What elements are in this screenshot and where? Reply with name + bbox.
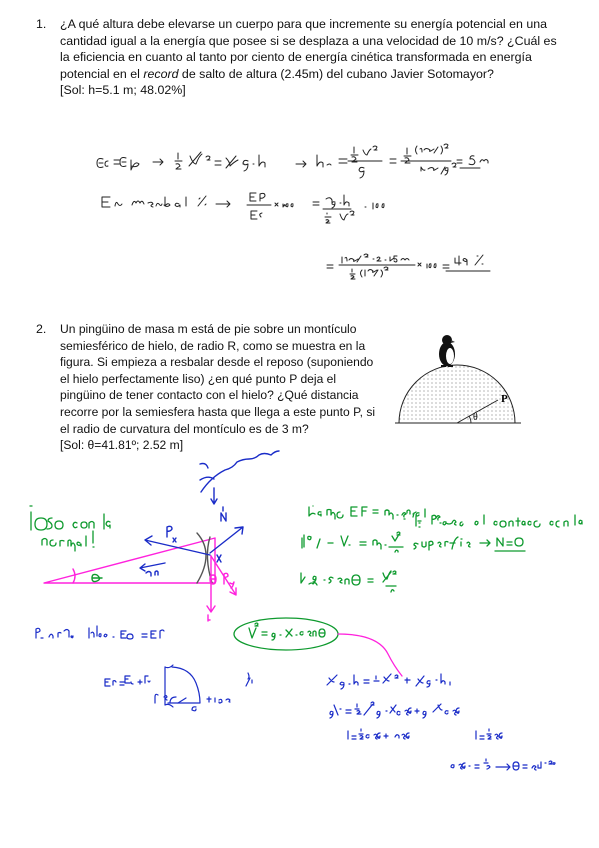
- problem-1-number: 1.: [36, 17, 47, 31]
- problem-1-line-1: ¿A qué altura debe elevarse un cuerpo para que incremente su energía potencial en una: [60, 17, 548, 31]
- record-word: record: [143, 66, 179, 81]
- problem-1-line-2: cantidad igual a la energía que posee si se desplaza a una velocidad de 10 m/s? ¿Cuál es: [60, 33, 557, 48]
- normal-label: [221, 507, 226, 521]
- problem-2-line-3: figura. Si empieza a resbalar desde el reposo (suponiendo: [60, 355, 374, 370]
- point-p-label: P: [501, 393, 508, 405]
- theta-label-left: [92, 574, 102, 581]
- problem-2-line-4: el hielo perfectamente liso) ¿en qué punto P deja el: [60, 371, 337, 386]
- force-diagram: [44, 451, 279, 621]
- green-notes: [30, 506, 582, 592]
- problem-2-line-1: Un pingüino de masa m está de pie sobre un montículo: [60, 322, 357, 336]
- weight-label: [208, 615, 210, 621]
- problem-2-line-5: pingüino de tener contacto con el hielo? ¿Qué distancia: [60, 388, 359, 403]
- problem-2-line-2: semiesférico de hielo, de radio R, como se muestra en la: [60, 338, 366, 353]
- angle-label: θ: [473, 412, 478, 423]
- problem-1-line-3: la eficiencia en cuanto al tanto por ciento de energía cinética transformada en energía: [60, 50, 532, 65]
- acceleration-arrow: [140, 563, 165, 571]
- problem-1-line-4-end: de salto de altura (2.45m) del cubano Javier Sotomayor?: [178, 66, 494, 81]
- incline-triangle: [44, 538, 215, 583]
- problem-1-solution: [Sol: h=5.1 m; 48.02%]: [60, 83, 186, 98]
- energy-equations: [36, 626, 252, 711]
- px-label: [167, 526, 176, 542]
- problem-2-line-6: recorre por la semiesfera hasta que llega a este punto P, si: [60, 404, 376, 419]
- problem-2-line-7: el radio de curvatura del montículo es de 3 m?: [60, 421, 309, 436]
- problem-2-solution: [Sol: θ=41.81º; 2.52 m]: [60, 438, 184, 453]
- boxed-formula: [234, 618, 402, 676]
- problem-1-line-4-start: potencial en el: [60, 66, 144, 81]
- perpendicular-note: [201, 451, 279, 492]
- problem-2-number: 2.: [36, 322, 47, 336]
- px-vector: [145, 536, 210, 555]
- formula-circle: [234, 618, 338, 650]
- formula-connector: [338, 634, 402, 676]
- right-computations: [327, 674, 555, 770]
- py-label: [224, 573, 234, 588]
